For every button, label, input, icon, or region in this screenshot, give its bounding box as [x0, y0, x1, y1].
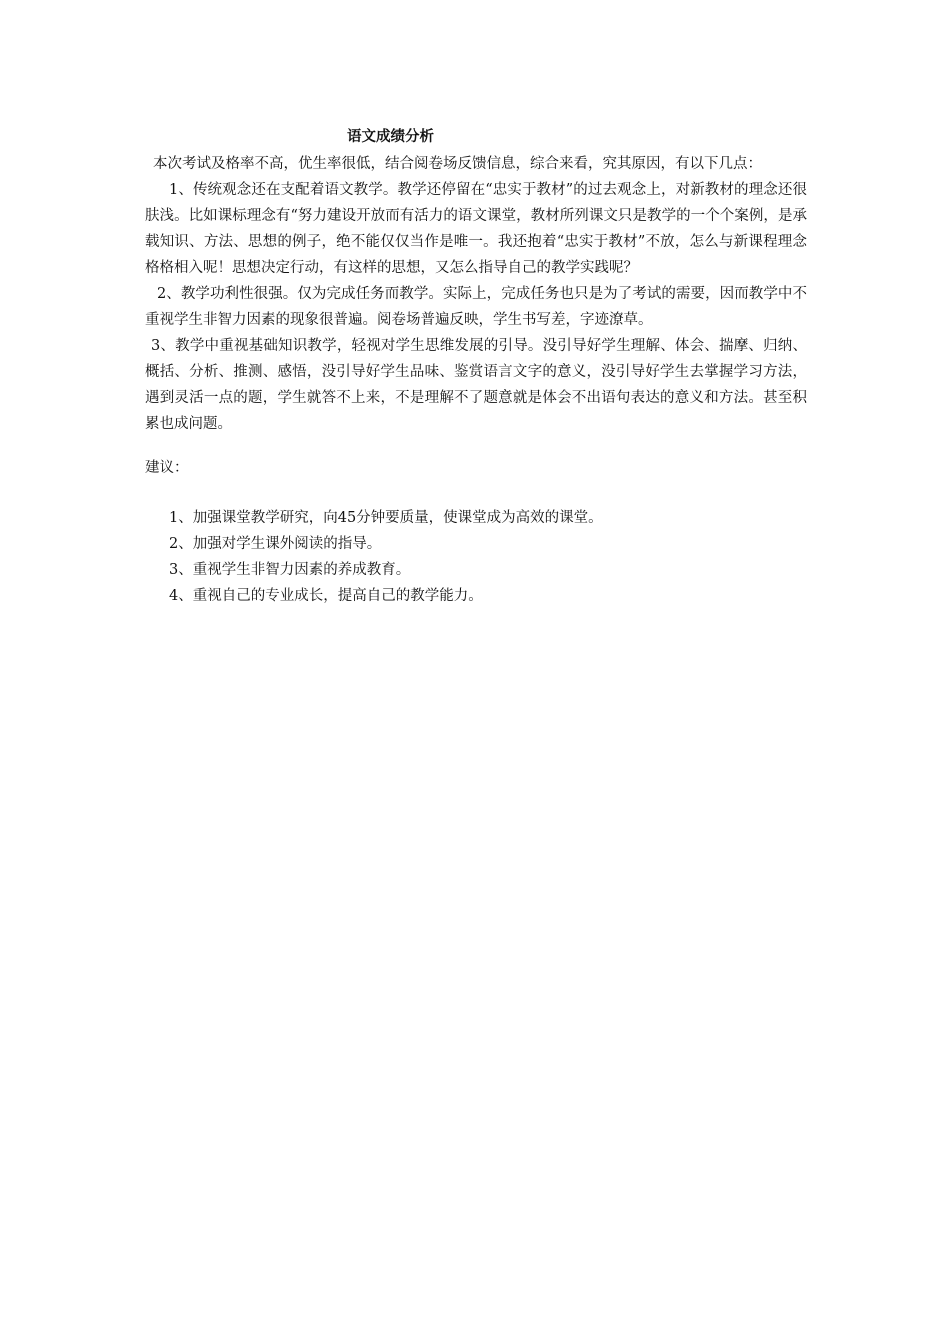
reason-paragraph-1: 1、传统观念还在支配着语文教学。教学还停留在“忠实于教材”的过去观念上，对新教材的理念还很肤浅。比如课标理念有“努力建设开放而有活力的语文课堂，教材所列课文只是教学的一个个案例，是承载知识、方法、思想的例子，绝不能仅仅当作是唯一。我还抱着“忠实于教材”不放，怎么与新课程理念格格相入呢！思想决定行动，有这样的思想，又怎么指导自己的教学实践呢？: [145, 182, 807, 276]
suggestions-heading: 建议：: [145, 460, 189, 476]
suggestion-item-4: 4、重视自己的专业成长，提高自己的教学能力。: [169, 588, 483, 604]
suggestions-list: [145, 505, 807, 609]
reason-paragraph-2: 2、教学功利性很强。仅为完成任务而教学。实际上，完成任务也只是为了考试的需要，因而教学中不重视学生非智力因素的现象很普遍。阅卷场普遍反映，学生书写差，字迹潦草。: [145, 286, 807, 328]
suggestion-item-3: 3、重视学生非智力因素的养成教育。: [169, 562, 411, 578]
intro-paragraph: 本次考试及格率不高，优生率很低，结合阅卷场反馈信息，综合来看，究其原因，有以下几点：: [153, 156, 762, 172]
reason-paragraph-3: 3、教学中重视基础知识教学，轻视对学生思维发展的引导。没引导好学生理解、体会、揣摩、归纳、概括、分析、推测、感悟，没引导好学生品味、鉴赏语言文字的意义，没引导好学生去掌握学习方法，遇到灵活一点的题，学生就答不上来，不是理解不了题意就是体会不出语句表达的意义和方法。甚至积累也成问题。: [145, 338, 807, 432]
suggestion-item-1: 1、加强课堂教学研究，向45分钟要质量，使课堂成为高效的课堂。: [169, 510, 603, 526]
document-page: [145, 123, 807, 609]
suggestion-item-2: 2、加强对学生课外阅读的指导。: [169, 536, 382, 552]
document-title: 语文成绩分析: [347, 128, 434, 145]
